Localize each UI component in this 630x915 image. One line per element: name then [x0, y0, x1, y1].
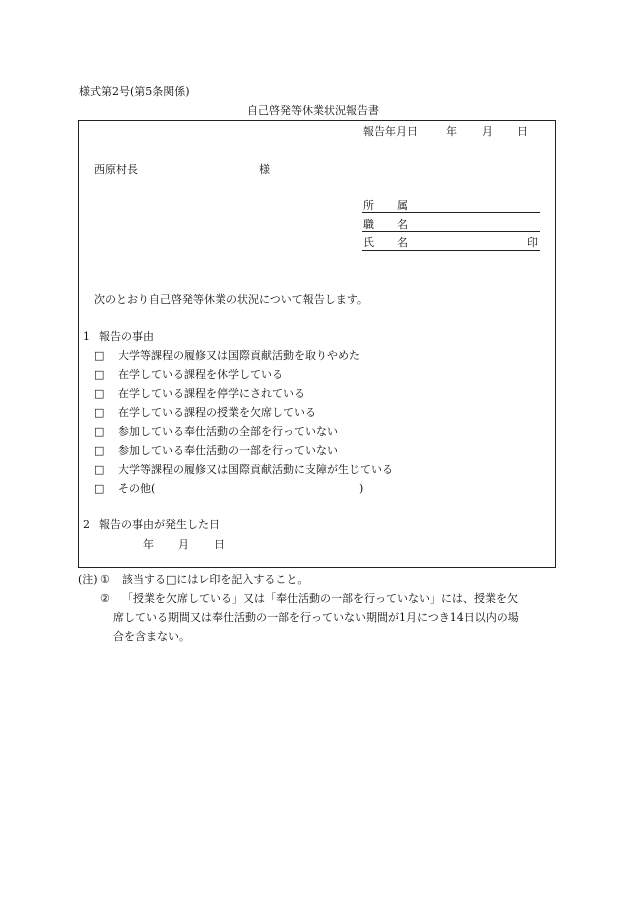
checkbox-reason[interactable]: □	[94, 425, 105, 438]
note1-marker: ①	[100, 573, 110, 586]
affiliation-label-char-2: 属	[397, 199, 408, 212]
occurrence-year: 年	[143, 538, 154, 551]
name-label-char-1: 氏	[363, 236, 374, 249]
reason-item-label: 大学等課程の履修又は国際貢献活動に支障が生じている	[118, 463, 393, 476]
section1-number: 1	[83, 330, 90, 343]
report-date-month: 月	[482, 125, 493, 138]
addressee-name: 西原村長	[94, 163, 138, 176]
note2-line: 席している期間又は奉仕活動の一部を行っていない期間が1月につき14日以内の場	[113, 611, 519, 624]
addressee-honorific: 様	[259, 163, 270, 176]
name-label-char-2: 名	[397, 236, 408, 249]
checkbox-reason[interactable]: □	[94, 406, 105, 419]
position-underline	[362, 231, 540, 232]
intro-text: 次のとおり自己啓発等休業の状況について報告します。	[94, 293, 368, 306]
reason-other-label: その他(	[118, 482, 156, 495]
report-date-year: 年	[446, 125, 457, 138]
reason-item-label: 大学等課程の履修又は国際貢献活動を取りやめた	[118, 349, 360, 362]
report-date-label: 報告年月日	[363, 125, 418, 138]
reason-item-label: 参加している奉仕活動の全部を行っていない	[118, 425, 338, 438]
checkbox-reason[interactable]: □	[94, 444, 105, 457]
report-date-day: 日	[517, 125, 528, 138]
position-label-char-2: 名	[397, 218, 408, 231]
notes-prefix: (注)	[78, 573, 98, 586]
occurrence-month: 月	[178, 538, 189, 551]
section1-heading: 報告の事由	[99, 330, 154, 343]
note2-line: 「授業を欠席している」又は「奉仕活動の一部を行っていない」には、授業を欠	[122, 592, 518, 605]
section2-number: 2	[83, 518, 90, 531]
form-box	[78, 120, 556, 568]
note1-text: 該当する□にはレ印を記入すること。	[122, 573, 309, 586]
reason-item-label: 参加している奉仕活動の一部を行っていない	[118, 444, 338, 457]
reason-item-label: 在学している課程を停学にされている	[118, 387, 305, 400]
checkbox-reason[interactable]: □	[94, 368, 105, 381]
section2-heading: 報告の事由が発生した日	[99, 518, 220, 531]
note2-line: 合を含まない。	[113, 630, 190, 643]
checkbox-reason[interactable]: □	[94, 463, 105, 476]
affiliation-underline	[362, 212, 540, 213]
occurrence-day: 日	[214, 538, 225, 551]
reason-item-label: 在学している課程の授業を欠席している	[118, 406, 316, 419]
checkbox-reason[interactable]: □	[94, 349, 105, 362]
reason-other-close: )	[359, 482, 364, 495]
position-label-char-1: 職	[363, 218, 374, 231]
name-underline	[362, 250, 540, 251]
document-title: 自己啓発等休業状況報告書	[247, 104, 379, 117]
reason-item-label: 在学している課程を休学している	[118, 368, 283, 381]
checkbox-other[interactable]: □	[94, 482, 105, 495]
note2-marker: ②	[100, 592, 110, 605]
checkbox-reason[interactable]: □	[94, 387, 105, 400]
seal-mark: 印	[527, 236, 538, 249]
affiliation-label-char-1: 所	[363, 199, 374, 212]
form-number: 様式第2号(第5条関係)	[79, 85, 190, 98]
